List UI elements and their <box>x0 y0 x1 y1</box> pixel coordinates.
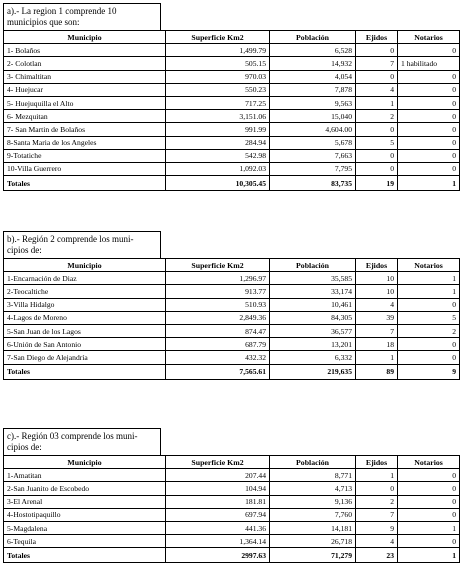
totals-label: Totales <box>4 548 166 563</box>
superficie-cell: 542.98 <box>166 149 270 162</box>
municipio-cell: 4- Huejucar <box>4 83 166 96</box>
poblacion-cell: 36,577 <box>270 324 356 337</box>
municipio-cell: 10-Villa Guerrero <box>4 162 166 175</box>
notarios-cell: 0 <box>398 535 460 548</box>
municipio-cell: 5- Huejuquilla el Alto <box>4 96 166 109</box>
table-row <box>4 535 460 548</box>
table-row <box>4 96 460 109</box>
poblacion-cell: 7,795 <box>270 162 356 175</box>
table-row <box>4 508 460 521</box>
column-header: Municipio <box>4 31 166 44</box>
region-1-section <box>3 3 459 191</box>
ejidos-cell: 9 <box>356 521 398 534</box>
table-row <box>4 482 460 495</box>
heading-line: a).- La region 1 comprende 10 <box>7 6 117 16</box>
ejidos-cell: 0 <box>356 123 398 136</box>
notarios-cell: 0 <box>398 508 460 521</box>
superficie-cell: 970.03 <box>166 70 270 83</box>
superficie-cell: 3,151.06 <box>166 110 270 123</box>
notarios-cell: 0 <box>398 469 460 482</box>
ejidos-cell: 2 <box>356 495 398 508</box>
notarios-cell: 9 <box>398 364 460 379</box>
column-header: Población <box>270 259 356 272</box>
ejidos-cell: 19 <box>356 176 398 191</box>
superficie-cell: 991.99 <box>166 123 270 136</box>
poblacion-cell: 4,604.00 <box>270 123 356 136</box>
poblacion-cell: 84,305 <box>270 311 356 324</box>
superficie-cell: 2997.63 <box>166 548 270 563</box>
table-row <box>4 123 460 136</box>
ejidos-cell: 4 <box>356 83 398 96</box>
municipio-cell: 2- Colotlan <box>4 57 166 70</box>
totals-row <box>4 364 460 379</box>
notarios-cell: 0 <box>398 162 460 175</box>
notarios-cell: 0 <box>398 298 460 311</box>
table-header-row <box>4 259 460 272</box>
column-header: Población <box>270 31 356 44</box>
ejidos-cell: 1 <box>356 351 398 364</box>
poblacion-cell: 6,332 <box>270 351 356 364</box>
ejidos-cell: 4 <box>356 298 398 311</box>
ejidos-cell: 7 <box>356 57 398 70</box>
totals-label: Totales <box>4 176 166 191</box>
notarios-cell: 0 <box>398 70 460 83</box>
table-row <box>4 70 460 83</box>
ejidos-cell: 0 <box>356 162 398 175</box>
table-row <box>4 136 460 149</box>
table-header-row <box>4 456 460 469</box>
superficie-cell: 1,092.03 <box>166 162 270 175</box>
ejidos-cell: 0 <box>356 149 398 162</box>
municipio-cell: 1- Bolaños <box>4 44 166 57</box>
notarios-cell: 5 <box>398 311 460 324</box>
table-row <box>4 351 460 364</box>
ejidos-cell: 5 <box>356 136 398 149</box>
superficie-cell: 432.32 <box>166 351 270 364</box>
poblacion-cell: 4,713 <box>270 482 356 495</box>
poblacion-cell: 35,585 <box>270 272 356 285</box>
column-header: Notarios <box>398 259 460 272</box>
table-row <box>4 57 460 70</box>
heading-line: cipios de: <box>7 442 42 452</box>
ejidos-cell: 39 <box>356 311 398 324</box>
municipio-cell: 8-Santa Maria de los Angeles <box>4 136 166 149</box>
column-header: Superficie Km2 <box>166 31 270 44</box>
column-header: Municipio <box>4 259 166 272</box>
superficie-cell: 505.15 <box>166 57 270 70</box>
ejidos-cell: 23 <box>356 548 398 563</box>
poblacion-cell: 14,932 <box>270 57 356 70</box>
poblacion-cell: 7,663 <box>270 149 356 162</box>
ejidos-cell: 0 <box>356 482 398 495</box>
notarios-cell: 1 <box>398 285 460 298</box>
poblacion-cell: 6,528 <box>270 44 356 57</box>
column-header: Ejidos <box>356 31 398 44</box>
table-row <box>4 44 460 57</box>
municipio-cell: 6- Mezquitan <box>4 110 166 123</box>
poblacion-cell: 83,735 <box>270 176 356 191</box>
table-row <box>4 298 460 311</box>
table-row <box>4 495 460 508</box>
column-header: Superficie Km2 <box>166 259 270 272</box>
ejidos-cell: 10 <box>356 272 398 285</box>
table-row <box>4 469 460 482</box>
region-2-section <box>3 231 459 380</box>
region-1-table <box>3 30 460 191</box>
totals-row <box>4 548 460 563</box>
superficie-cell: 687.79 <box>166 338 270 351</box>
municipio-cell: 1-Amatitan <box>4 469 166 482</box>
region-3-section <box>3 428 459 563</box>
table-row <box>4 285 460 298</box>
notarios-cell: 1 <box>398 272 460 285</box>
heading-line: c).- Región 03 comprende los muni- <box>7 431 138 441</box>
notarios-cell: 1 <box>398 521 460 534</box>
municipio-cell: 5-Magdalena <box>4 521 166 534</box>
municipio-cell: 6-Unión de San Antonio <box>4 338 166 351</box>
poblacion-cell: 4,054 <box>270 70 356 83</box>
municipio-cell: 4-Hostotipaquillo <box>4 508 166 521</box>
superficie-cell: 1,499.79 <box>166 44 270 57</box>
poblacion-cell: 9,136 <box>270 495 356 508</box>
notarios-cell: 0 <box>398 96 460 109</box>
table-row <box>4 324 460 337</box>
notarios-cell: 0 <box>398 495 460 508</box>
table-row <box>4 272 460 285</box>
notarios-cell: 0 <box>398 482 460 495</box>
superficie-cell: 441.36 <box>166 521 270 534</box>
superficie-cell: 207.44 <box>166 469 270 482</box>
column-header: Ejidos <box>356 456 398 469</box>
heading-line: cipios de: <box>7 245 42 255</box>
table-row <box>4 311 460 324</box>
region-3-table <box>3 455 460 563</box>
notarios-cell: 1 <box>398 548 460 563</box>
poblacion-cell: 9,563 <box>270 96 356 109</box>
region-2-table <box>3 258 460 380</box>
municipio-cell: 3-El Arenal <box>4 495 166 508</box>
notarios-cell: 1 <box>398 176 460 191</box>
poblacion-cell: 5,678 <box>270 136 356 149</box>
table-row <box>4 83 460 96</box>
region-3-heading <box>3 428 161 455</box>
municipio-cell: 2-Teocaltiche <box>4 285 166 298</box>
totals-label: Totales <box>4 364 166 379</box>
municipio-cell: 9-Totatiche <box>4 149 166 162</box>
poblacion-cell: 33,174 <box>270 285 356 298</box>
superficie-cell: 697.94 <box>166 508 270 521</box>
municipio-cell: 2-San Juanito de Escobedo <box>4 482 166 495</box>
poblacion-cell: 71,279 <box>270 548 356 563</box>
superficie-cell: 2,849.36 <box>166 311 270 324</box>
superficie-cell: 10,305.45 <box>166 176 270 191</box>
superficie-cell: 874.47 <box>166 324 270 337</box>
ejidos-cell: 7 <box>356 508 398 521</box>
heading-line: b).- Región 2 comprende los muni- <box>7 234 134 244</box>
table-row <box>4 162 460 175</box>
superficie-cell: 717.25 <box>166 96 270 109</box>
municipio-cell: 6-Tequila <box>4 535 166 548</box>
ejidos-cell: 89 <box>356 364 398 379</box>
heading-line: municipios que son: <box>7 17 80 27</box>
table-row <box>4 110 460 123</box>
table-row <box>4 149 460 162</box>
notarios-cell: 0 <box>398 338 460 351</box>
superficie-cell: 181.81 <box>166 495 270 508</box>
municipio-cell: 3-Villa Hidalgo <box>4 298 166 311</box>
column-header: Ejidos <box>356 259 398 272</box>
ejidos-cell: 0 <box>356 44 398 57</box>
table-header-row <box>4 31 460 44</box>
ejidos-cell: 4 <box>356 535 398 548</box>
ejidos-cell: 2 <box>356 110 398 123</box>
superficie-cell: 104.94 <box>166 482 270 495</box>
ejidos-cell: 7 <box>356 324 398 337</box>
poblacion-cell: 13,201 <box>270 338 356 351</box>
ejidos-cell: 18 <box>356 338 398 351</box>
notarios-cell: 0 <box>398 149 460 162</box>
superficie-cell: 7,565.61 <box>166 364 270 379</box>
ejidos-cell: 10 <box>356 285 398 298</box>
region-1-heading <box>3 3 161 30</box>
notarios-cell: 0 <box>398 110 460 123</box>
superficie-cell: 284.94 <box>166 136 270 149</box>
column-header: Superficie Km2 <box>166 456 270 469</box>
superficie-cell: 510.93 <box>166 298 270 311</box>
municipio-cell: 5-San Juan de los Lagos <box>4 324 166 337</box>
superficie-cell: 550.23 <box>166 83 270 96</box>
poblacion-cell: 26,718 <box>270 535 356 548</box>
region-2-heading <box>3 231 161 258</box>
superficie-cell: 1,364.14 <box>166 535 270 548</box>
notarios-cell: 0 <box>398 123 460 136</box>
column-header: Población <box>270 456 356 469</box>
poblacion-cell: 10,461 <box>270 298 356 311</box>
municipio-cell: 4-Lagos de Moreno <box>4 311 166 324</box>
poblacion-cell: 7,760 <box>270 508 356 521</box>
ejidos-cell: 1 <box>356 469 398 482</box>
notarios-cell: 1 habilitado <box>398 57 460 70</box>
column-header: Notarios <box>398 456 460 469</box>
column-header: Notarios <box>398 31 460 44</box>
superficie-cell: 1,296.97 <box>166 272 270 285</box>
poblacion-cell: 8,771 <box>270 469 356 482</box>
superficie-cell: 913.77 <box>166 285 270 298</box>
poblacion-cell: 14,181 <box>270 521 356 534</box>
municipio-cell: 3- Chimaltitan <box>4 70 166 83</box>
poblacion-cell: 219,635 <box>270 364 356 379</box>
column-header: Municipio <box>4 456 166 469</box>
municipio-cell: 7-San Diego de Alejandría <box>4 351 166 364</box>
totals-row <box>4 176 460 191</box>
poblacion-cell: 15,040 <box>270 110 356 123</box>
table-row <box>4 521 460 534</box>
notarios-cell: 0 <box>398 351 460 364</box>
ejidos-cell: 1 <box>356 96 398 109</box>
notarios-cell: 0 <box>398 44 460 57</box>
notarios-cell: 0 <box>398 136 460 149</box>
municipio-cell: 7- San Martin de Bolaños <box>4 123 166 136</box>
notarios-cell: 2 <box>398 324 460 337</box>
municipio-cell: 1-Encarnación de Diaz <box>4 272 166 285</box>
table-row <box>4 338 460 351</box>
notarios-cell: 0 <box>398 83 460 96</box>
poblacion-cell: 7,878 <box>270 83 356 96</box>
ejidos-cell: 0 <box>356 70 398 83</box>
